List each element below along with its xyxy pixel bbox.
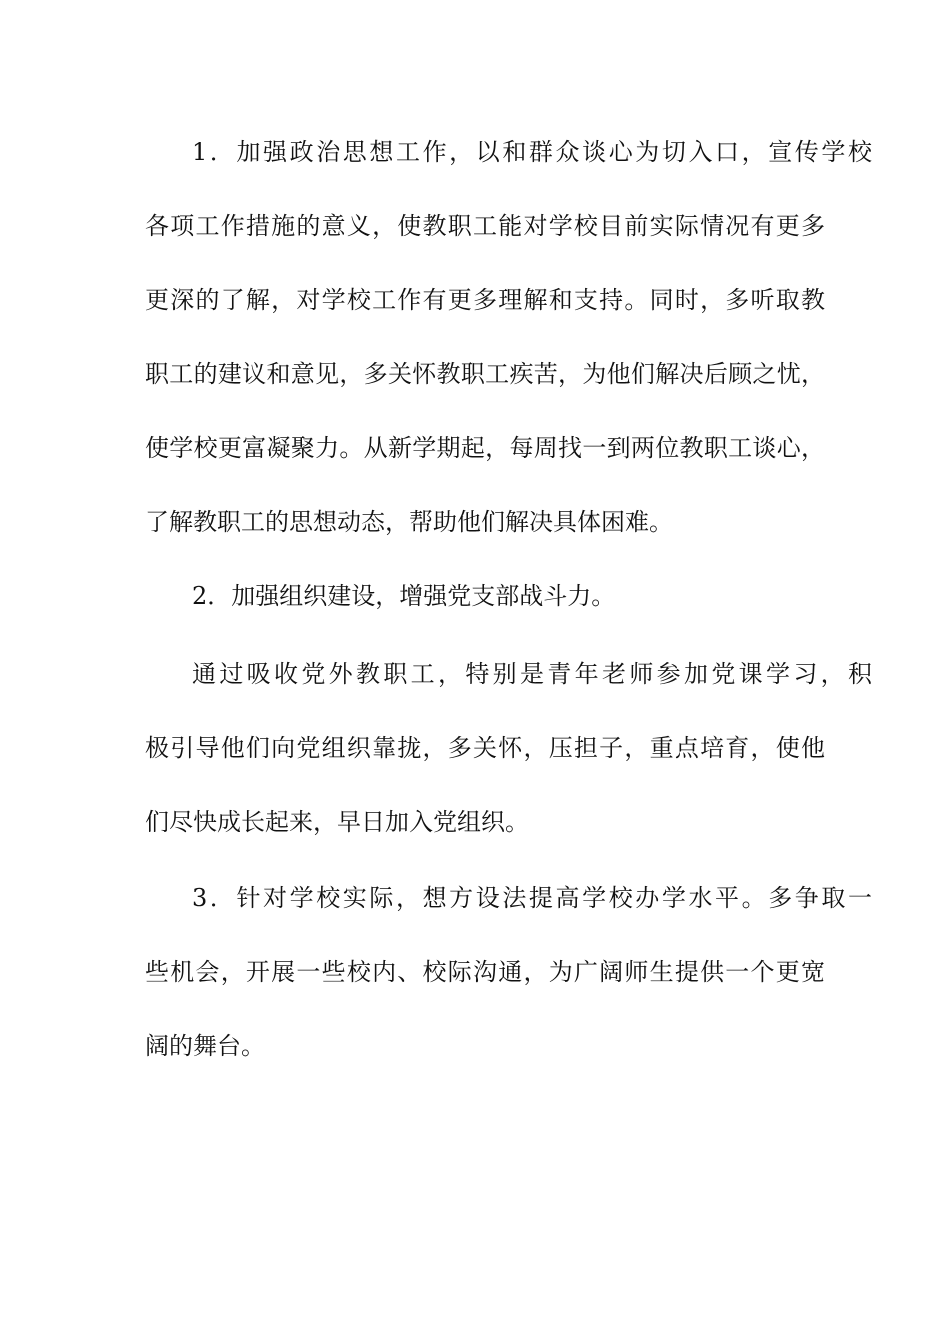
paragraph-3-line-3: 们尽快成长起来，早日加入党组织。 xyxy=(145,808,529,836)
paragraph-3-line-1: 通过吸收党外教职工，特别是青年老师参加党课学习，积 xyxy=(192,660,872,688)
paragraph-1-line-4: 职工的建议和意见，多关怀教职工疾苦，为他们解决后顾之忧， xyxy=(145,360,825,388)
paragraph-1-line-6: 了解教职工的思想动态，帮助他们解决具体困难。 xyxy=(145,508,673,536)
paragraph-4-line-3: 阔的舞台。 xyxy=(145,1032,265,1060)
paragraph-4-line-1: 3．针对学校实际，想方设法提高学校办学水平。多争取一 xyxy=(192,884,872,912)
paragraph-4-line-2: 些机会，开展一些校内、校际沟通，为广阔师生提供一个更宽 xyxy=(145,958,825,986)
paragraph-3-line-2: 极引导他们向党组织靠拢，多关怀，压担子，重点培育，使他 xyxy=(145,734,825,762)
paragraph-1-line-3: 更深的了解，对学校工作有更多理解和支持。同时，多听取教 xyxy=(145,286,825,314)
paragraph-2-line-1: 2．加强组织建设，增强党支部战斗力。 xyxy=(192,582,616,610)
paragraph-1-line-2: 各项工作措施的意义，使教职工能对学校目前实际情况有更多 xyxy=(145,212,825,240)
paragraph-1-line-1: 1．加强政治思想工作，以和群众谈心为切入口，宣传学校 xyxy=(192,138,872,166)
paragraph-1-line-5: 使学校更富凝聚力。从新学期起，每周找一到两位教职工谈心， xyxy=(145,434,825,462)
